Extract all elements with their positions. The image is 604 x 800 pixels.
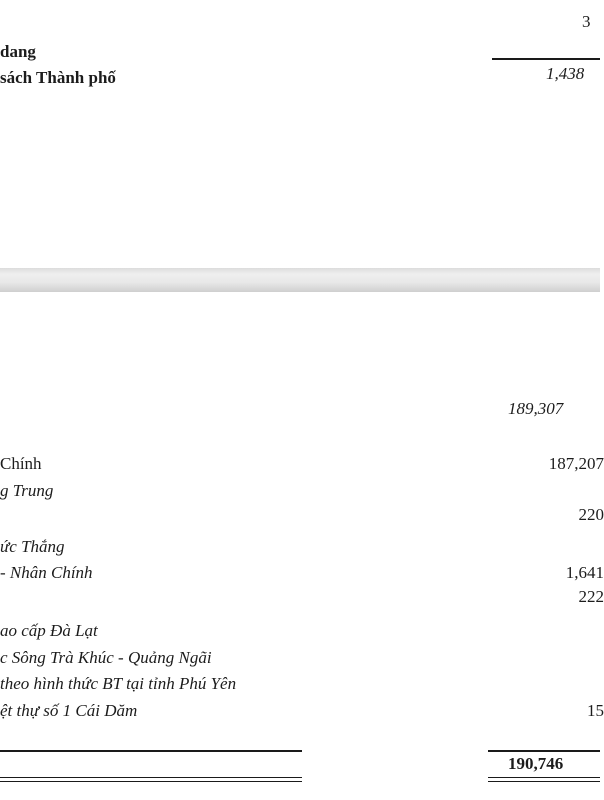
entry-label: ao cấp Đà Lạt bbox=[0, 621, 98, 640]
entry-label: ệt thự số 1 Cái Dăm bbox=[0, 701, 138, 720]
label-double-rule-b bbox=[0, 781, 302, 782]
entry-value: 187,207 bbox=[548, 454, 604, 473]
entry-value: 222 bbox=[578, 587, 604, 606]
subtotal-value: 189,307 bbox=[508, 399, 564, 418]
value-city-budget: 1,438 bbox=[546, 64, 585, 83]
section-heading-line2: sách Thành phố bbox=[0, 68, 116, 87]
entry-value: 220 bbox=[578, 505, 604, 524]
label-double-rule-a bbox=[0, 777, 302, 778]
entry-label: theo hình thức BT tại tỉnh Phú Yên bbox=[0, 674, 237, 693]
label-rule bbox=[0, 750, 302, 752]
total-value: 190,746 bbox=[508, 754, 564, 773]
entry-label: g Trung bbox=[0, 481, 54, 500]
value-double-rule-b bbox=[488, 781, 600, 782]
value-double-rule-a bbox=[488, 777, 600, 778]
column-rule-top bbox=[492, 58, 600, 60]
entry-label: c Sông Trà Khúc - Quảng Ngãi bbox=[0, 648, 212, 667]
page-separator bbox=[0, 268, 600, 292]
entry-label: ức Thắng bbox=[0, 537, 65, 556]
entry-value: 15 bbox=[587, 701, 604, 720]
entry-label: Chính bbox=[0, 454, 42, 473]
entry-label: - Nhân Chính bbox=[0, 563, 93, 582]
section-heading-line1: dang bbox=[0, 42, 36, 61]
partial-value-top: 3 bbox=[582, 12, 591, 31]
value-rule bbox=[488, 750, 600, 752]
entry-value: 1,641 bbox=[565, 563, 604, 582]
